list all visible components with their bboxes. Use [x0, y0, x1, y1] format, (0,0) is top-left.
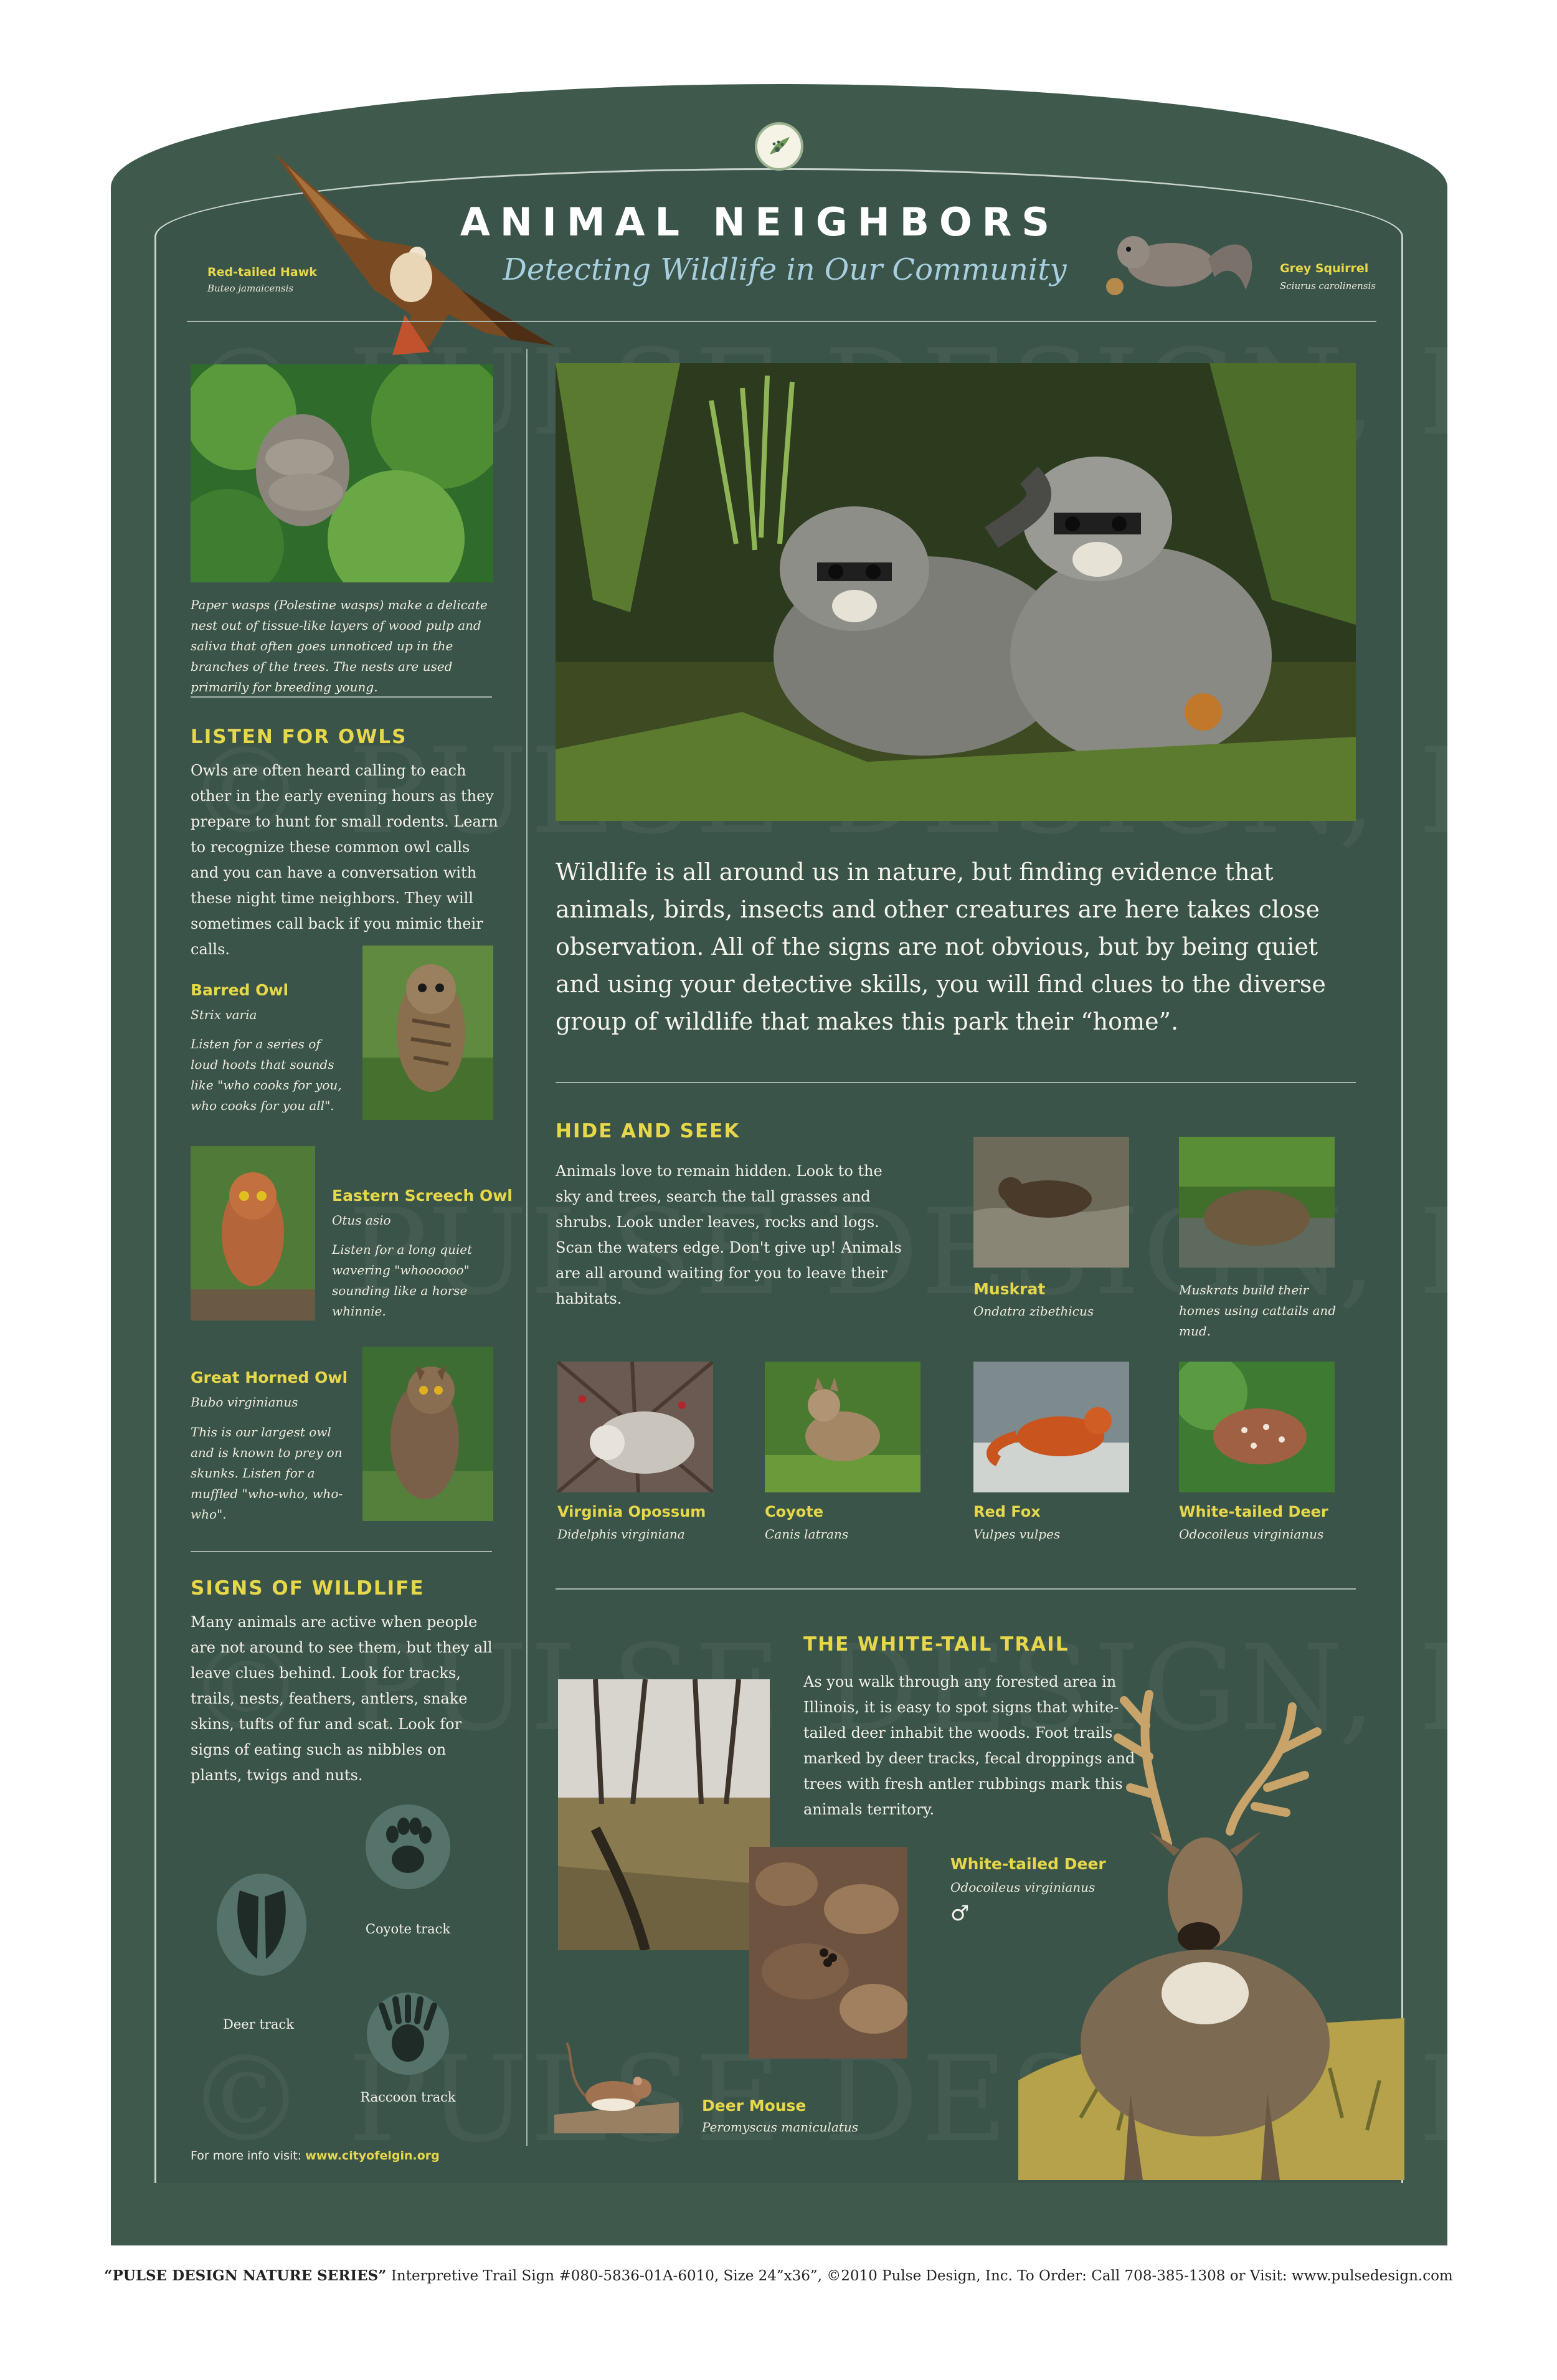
deer-mouse-name: Deer Mouse	[702, 2097, 807, 2115]
deer-droppings-image	[749, 1847, 907, 2059]
coyote-name: Coyote	[765, 1503, 823, 1520]
section-divider	[191, 1551, 492, 1552]
more-info-link[interactable]: www.cityofelgin.org	[305, 2149, 440, 2163]
footer-series: “PULSE DESIGN NATURE SERIES”	[104, 2267, 387, 2284]
signs-body: Many animals are active when people are not around to see them, but they all leave clues behind. Look for tracks, trails, nests, feathers, antlers, snake skins, tufts of fur and scat. Look for signs of eating such as nibbles on plants, twigs and nuts.	[191, 1613, 493, 1784]
wasp-nest-image	[191, 364, 493, 582]
muskrat-latin: Ondatra zibethicus	[973, 1304, 1094, 1319]
wasp-caption: Paper wasps (Polestine wasps) make a delicate nest out of tissue-like layers of wood pulp and saliva that often goes unnoticed up in the branches of the trees. The nests are used primarily for breeding young.	[191, 597, 488, 695]
deer-mouse-latin: Peromyscus maniculatus	[702, 2120, 858, 2135]
deer-mouse-image	[554, 2040, 679, 2133]
footer-details: Interpretive Trail Sign #080-5836-01A-6010, Size 24”x36”, ©2010 Pulse Design, Inc. To Order: Call 708-385-1308 or Visit: www.pulsedesign.com	[390, 2268, 1453, 2284]
section-divider	[191, 696, 492, 698]
owls-body: Owls are often heard calling to each other in the early evening hours as they prepare to hunt for small rodents. Learn to recognize these common owl calls and you can have a conversation with these night time neighbors. They will sometimes call back if you mimic their calls.	[191, 762, 498, 958]
hawk-latin: Buteo jamaicensis	[207, 283, 294, 294]
red-fox-name: Red Fox	[973, 1503, 1041, 1520]
signs-heading: SIGNS OF WILDLIFE	[191, 1577, 425, 1600]
coyote-latin: Canis latrans	[765, 1527, 849, 1542]
grey-squirrel-image	[1096, 215, 1264, 302]
raccoon-track-label: Raccoon track	[360, 2090, 456, 2105]
red-fox-latin: Vulpes vulpes	[973, 1527, 1061, 1542]
hide-seek-body: Animals love to remain hidden. Look to the sky and trees, search the tall grasses and shrubs. Look under leaves, rocks and logs. Scan the waters edge. Don't give up! Animals are all around waiting for you to leave their habitats.	[556, 1162, 902, 1307]
great-horned-owl-name: Great Horned Owl	[191, 1368, 348, 1387]
raccoon-hero-image	[556, 363, 1356, 821]
deer-track-label: Deer track	[223, 2017, 294, 2032]
fawn-latin: Odocoileus virginianus	[1179, 1527, 1324, 1542]
raccoon-track-image	[364, 1990, 452, 2077]
column-divider	[526, 349, 528, 2146]
screech-owl-latin: Otus asio	[332, 1213, 391, 1228]
intro-text: Wildlife is all around us in nature, but finding evidence that animals, birds, insects and other creatures are here takes close observation. All of the signs are not obvious, but by being quiet and using your detective skills, you will find clues to the diverse group of wildlife that makes this park their “home”.	[556, 858, 1326, 1035]
fawn-name: White-tailed Deer	[1179, 1503, 1328, 1520]
red-fox-image	[973, 1362, 1129, 1492]
more-info-label: For more info visit:	[191, 2149, 302, 2163]
muskrat-image	[973, 1137, 1129, 1268]
footer	[0, 2267, 1557, 2284]
male-symbol: ♂	[950, 1901, 970, 1926]
opossum-name: Virginia Opossum	[557, 1503, 706, 1520]
great-horned-owl-image	[362, 1347, 493, 1521]
muskrat-name: Muskrat	[973, 1280, 1046, 1298]
header-divider	[187, 321, 1376, 322]
great-horned-owl-latin: Bubo virginianus	[191, 1395, 298, 1410]
trail-body: As you walk through any forested area in Illinois, it is easy to spot signs that white-tailed deer inhabit the woods. Foot trails marked by deer tracks, fecal droppings and trees with fresh antler rubbings mark this animals territory.	[803, 1673, 1135, 1818]
screech-owl-name: Eastern Screech Owl	[332, 1187, 513, 1205]
trail-heading: THE WHITE-TAIL TRAIL	[803, 1633, 1069, 1656]
section-divider	[556, 1082, 1356, 1083]
paw-leaf-icon	[755, 122, 803, 171]
deer-track-image	[215, 1872, 308, 1978]
section-divider	[556, 1588, 1356, 1590]
white-tailed-buck-image	[1018, 1644, 1404, 2180]
opossum-image	[557, 1362, 713, 1492]
deer-trail-image	[558, 1679, 770, 1950]
coyote-track-label: Coyote track	[365, 1922, 451, 1937]
fawn-image	[1179, 1362, 1335, 1492]
barred-owl-latin: Strix varia	[191, 1007, 257, 1022]
trail-deer-name: White-tailed Deer	[950, 1855, 1106, 1873]
owls-heading: LISTEN FOR OWLS	[191, 726, 407, 748]
more-info	[191, 2149, 440, 2163]
hawk-name: Red-tailed Hawk	[207, 265, 317, 279]
muskrat-home-image	[1179, 1137, 1335, 1268]
muskrat-home-caption: Muskrats build their homes using cattails and mud.	[1179, 1282, 1337, 1339]
red-tailed-hawk-image	[262, 146, 567, 361]
squirrel-latin: Sciurus carolinensis	[1280, 280, 1376, 292]
barred-owl-image	[362, 946, 493, 1120]
page-title: ANIMAL NEIGHBORS	[460, 199, 1060, 245]
squirrel-name: Grey Squirrel	[1280, 262, 1369, 275]
screech-owl-image	[191, 1146, 315, 1320]
hide-seek-heading: HIDE AND SEEK	[556, 1120, 741, 1142]
great-horned-owl-desc: This is our largest owl and is known to prey on skunks. Listen for a muffled "who-who, who-who".	[191, 1425, 343, 1522]
trail-deer-latin: Odocoileus virginianus	[950, 1880, 1096, 1895]
barred-owl-name: Barred Owl	[191, 981, 289, 999]
page-subtitle: Detecting Wildlife in Our Community	[503, 252, 1067, 287]
opossum-latin: Didelphis virginiana	[557, 1527, 685, 1542]
screech-owl-desc: Listen for a long quiet wavering "whoooooo" sounding like a horse whinnie.	[332, 1242, 473, 1319]
barred-owl-desc: Listen for a series of loud hoots that sounds like "who cooks for you, who cooks for you all".	[191, 1036, 342, 1113]
coyote-image	[765, 1362, 920, 1492]
coyote-track-image	[364, 1800, 452, 1894]
